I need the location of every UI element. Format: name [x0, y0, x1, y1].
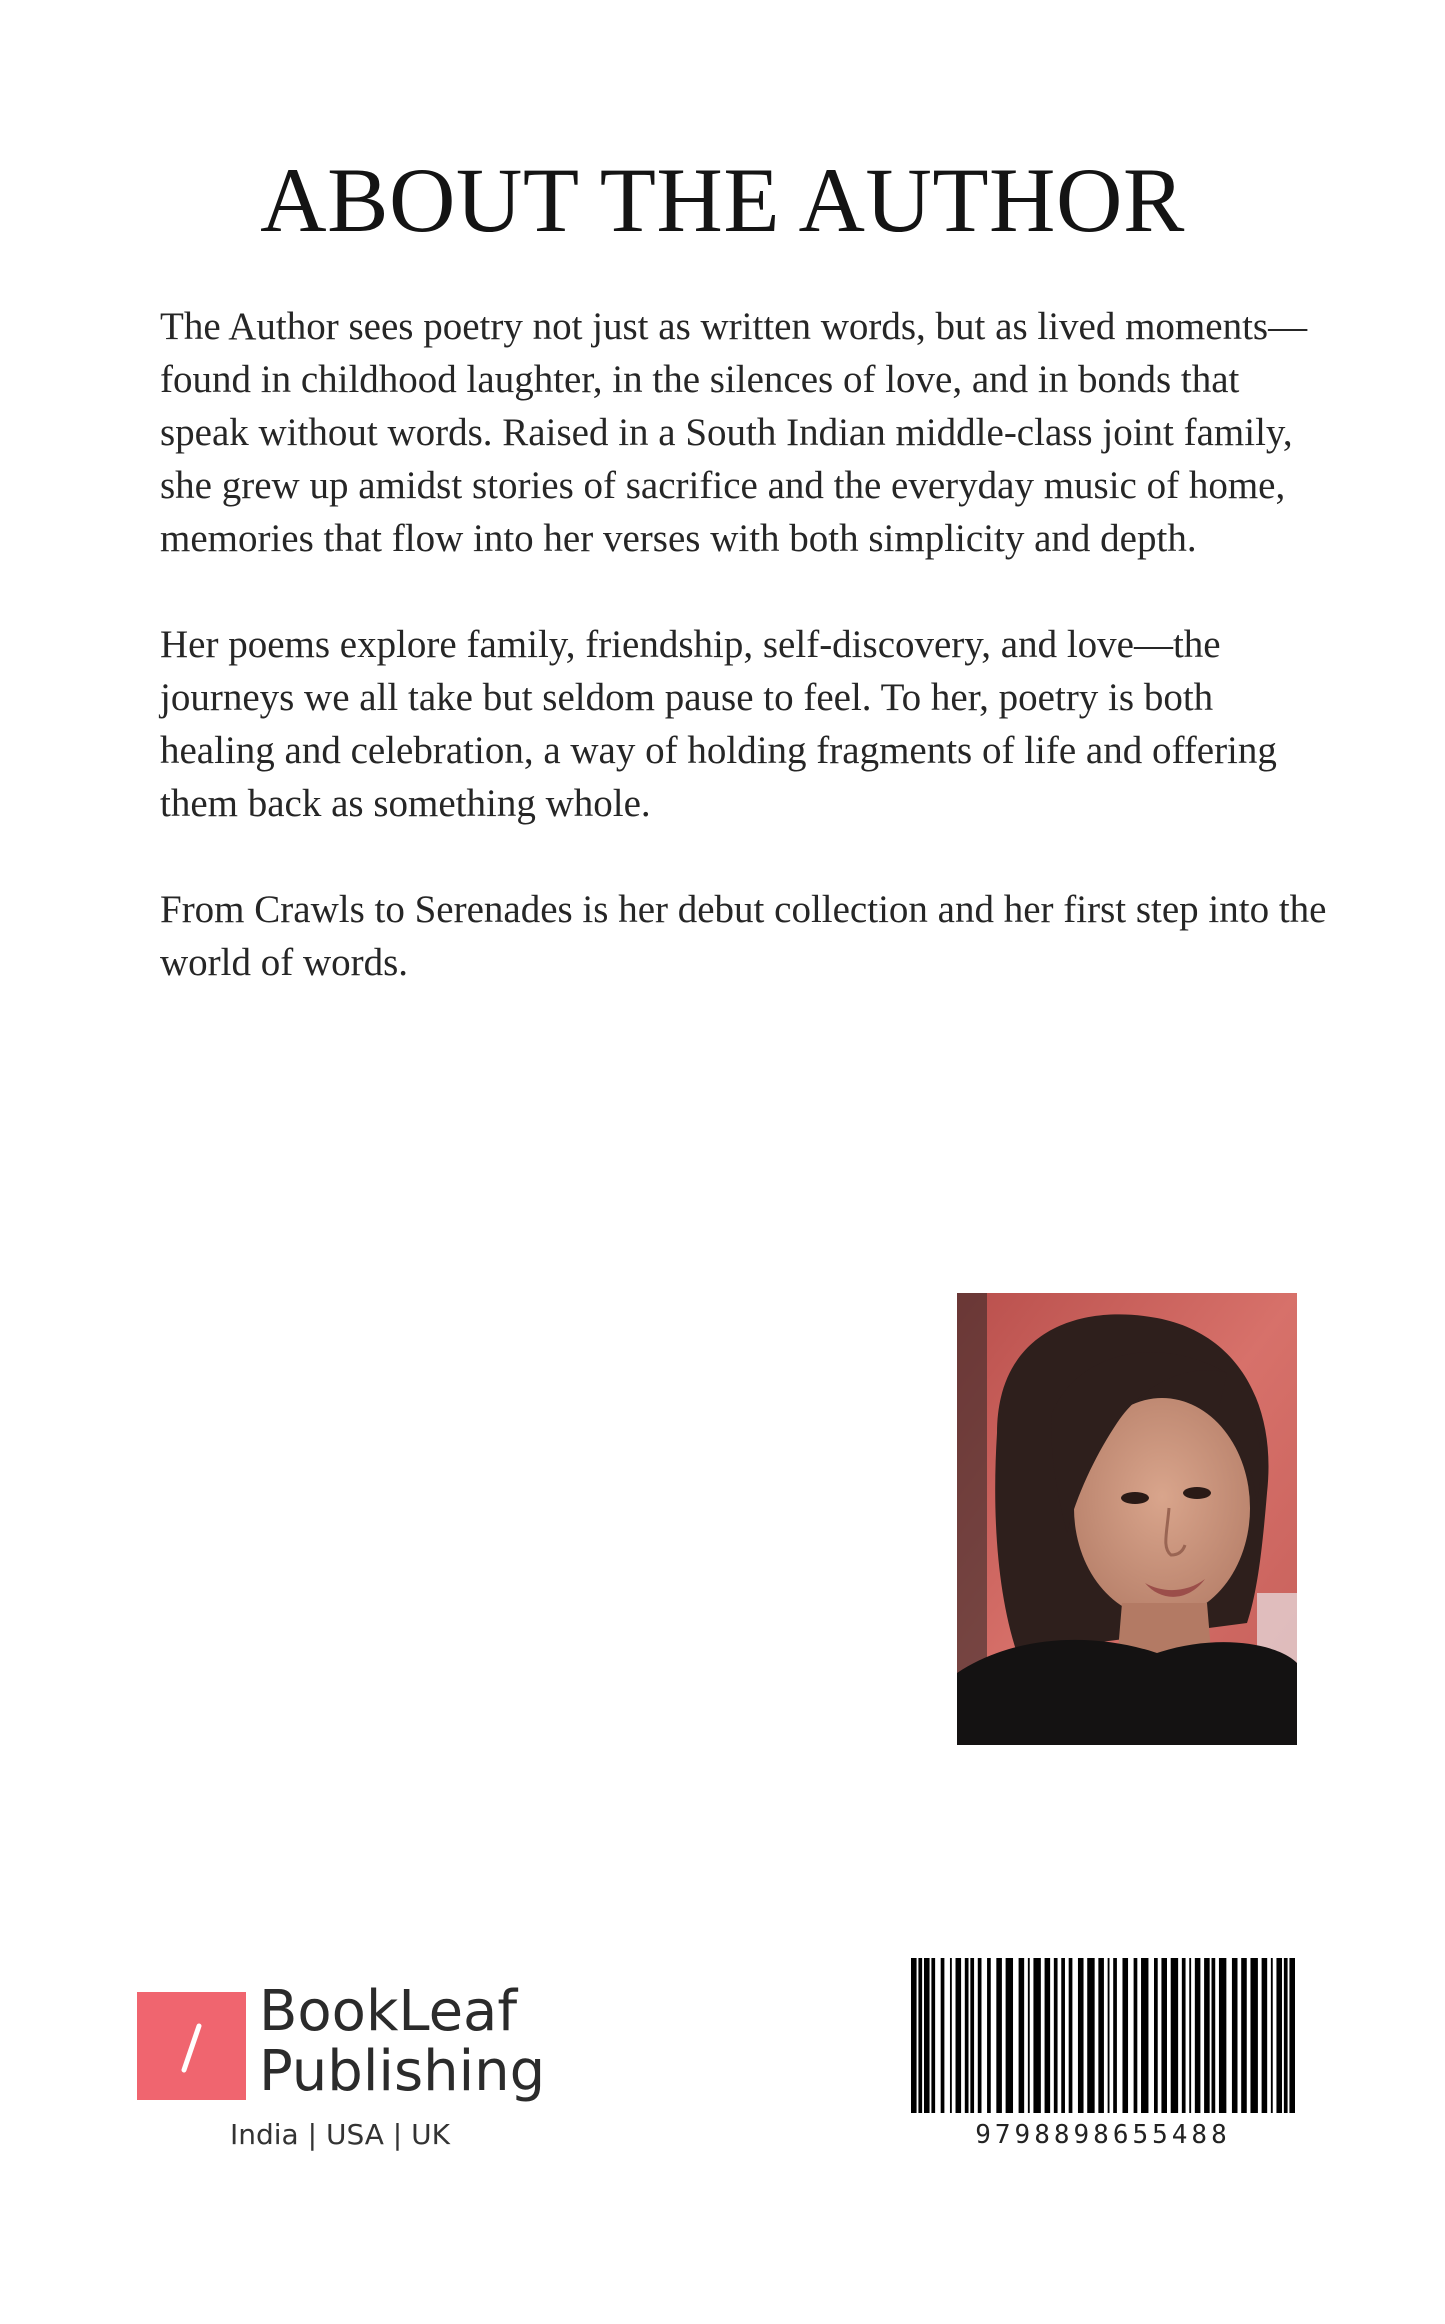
publisher-name-line2: Publishing — [259, 2039, 546, 2104]
barcode-bar — [1061, 1958, 1065, 2113]
barcode-bar — [965, 1958, 969, 2113]
barcode-bar — [1161, 1958, 1167, 2113]
barcode-bar — [924, 1958, 930, 2113]
publisher-name — [259, 1979, 546, 2104]
publisher-name-line1: BookLeaf — [259, 1979, 518, 2044]
barcode-bar — [1195, 1958, 1201, 2113]
barcode-bar — [987, 1958, 991, 2113]
barcode-bar — [978, 1958, 982, 2113]
barcode-bar — [1033, 1958, 1040, 2113]
barcode-bar — [1154, 1958, 1158, 2113]
barcode-bar — [1171, 1958, 1178, 2113]
barcode-bar — [1212, 1958, 1216, 2113]
barcode-icon — [911, 1958, 1295, 2113]
barcode-bar — [1134, 1958, 1138, 2113]
barcode-bar — [931, 1958, 935, 2113]
barcode-bar — [1045, 1958, 1051, 2113]
barcode-bar — [956, 1958, 962, 2113]
bio-paragraph-1: The Author sees poetry not just as written words, but as lived moments—found in childhood laughter, in the silences of love, and in bonds that speak without words. Raised in a South Indian middle-class joint family, she grew up amidst stories of sacrifice and the everyday music of home, memories that flow into her verses with both simplicity and depth. — [160, 305, 1308, 560]
barcode-bar — [1054, 1958, 1058, 2113]
barcode-bar — [1271, 1958, 1273, 2113]
author-bio — [160, 300, 1330, 1042]
barcode-bar — [1098, 1958, 1104, 2113]
barcode-bar — [1182, 1958, 1186, 2113]
barcode-bar — [1028, 1958, 1030, 2113]
publisher-regions: India | USA | UK — [230, 2118, 450, 2151]
isbn-number: 9798898655488 — [975, 2120, 1231, 2150]
barcode-bar — [918, 1958, 922, 2113]
page-title: ABOUT THE AUTHOR — [260, 149, 1185, 251]
barcode-bar — [1232, 1958, 1238, 2113]
barcode-bar — [996, 1958, 1002, 2113]
barcode-bar — [1219, 1958, 1226, 2113]
barcode-bar — [1189, 1958, 1191, 2113]
bio-paragraph-3: From Crawls to Serenades is her debut collection and her first step into the world of words. — [160, 888, 1327, 984]
slash-icon — [137, 1990, 246, 2098]
barcode-bar — [1113, 1958, 1117, 2113]
barcode-bar — [950, 1958, 952, 2113]
barcode-bar — [1078, 1958, 1084, 2113]
barcode-bar — [1276, 1958, 1282, 2113]
barcode-bar — [1108, 1958, 1110, 2113]
barcode-bar — [1284, 1958, 1288, 2113]
barcode-bar — [1289, 1958, 1295, 2113]
barcode-bar — [1250, 1958, 1257, 2113]
barcode-bar — [1122, 1958, 1128, 2113]
barcode-bar — [941, 1958, 945, 2113]
publisher-logo — [137, 1979, 546, 2104]
barcode-bar — [1262, 1958, 1268, 2113]
barcode-bar — [1141, 1958, 1148, 2113]
author-photo — [957, 1293, 1297, 1745]
barcode-bar — [970, 1958, 974, 2113]
barcode-bar — [1241, 1958, 1247, 2113]
barcode-bar — [1204, 1958, 1210, 2113]
author-portrait-icon — [957, 1293, 1297, 1745]
barcode-bar — [1019, 1958, 1025, 2113]
barcode-bar — [1087, 1958, 1094, 2113]
barcode-bar — [1069, 1958, 1073, 2113]
barcode-bar — [1006, 1958, 1013, 2113]
barcode-bar — [911, 1958, 917, 2113]
bio-paragraph-2: Her poems explore family, friendship, self-discovery, and love—the journeys we all take but seldom pause to feel. To her, poetry is both healing and celebration, a way of holding fragments of life and offering them back as something whole. — [160, 623, 1277, 825]
